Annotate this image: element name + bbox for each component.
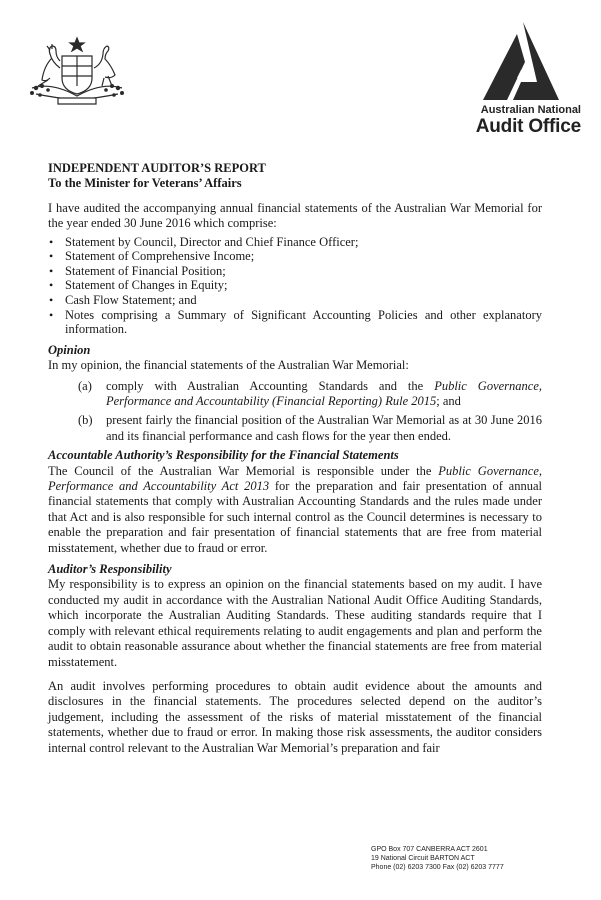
report-addressee: To the Minister for Veterans’ Affairs	[48, 176, 242, 191]
address-line: 19 National Circuit BARTON ACT	[371, 855, 475, 862]
auditor-paragraph-1: My responsibility is to express an opinion on the financial statements based on my audit. I have conducted my audit in accordance with the Australian National Audit Office Auditing Standards, which incorporate the Australian Auditing Standards. These auditing standards require that I comply with relevant ethical requirements relating to audit engagements and plan and perform the audit to obtain reasonable assurance about whether the financial statements are free from material misstatement.	[48, 577, 542, 669]
intro-paragraph: I have audited the accompanying annual financial statements of the Australian War Memorial for the year ended 30 June 2016 which comprise:	[48, 200, 542, 231]
item-marker: (b)	[78, 413, 93, 428]
anao-name-line2: Audit Office	[475, 116, 581, 137]
opinion-list	[70, 379, 542, 445]
statements-list	[48, 235, 542, 337]
commonwealth-coat-of-arms-icon	[22, 36, 132, 112]
anao-triangle-logo-icon	[477, 20, 561, 106]
authority-heading: Accountable Authority’s Responsibility for the Financial Statements	[48, 448, 399, 463]
opinion-heading: Opinion	[48, 342, 91, 357]
auditor-paragraph-2: An audit involves performing procedures to obtain audit evidence about the amounts and disclosures in the financial statements. The procedures selected depend on the auditor’s judgement, including the assessment of the risks of material misstatement of the financial statements, whether due to fraud or error. In making those risk assessments, the auditor considers internal control relevant to the Australian War Memorial’s preparation and fair	[48, 678, 542, 755]
bullet-icon: •	[49, 249, 54, 264]
list-item: • Statement of Financial Position;	[49, 263, 226, 278]
report-body	[48, 161, 542, 756]
phone-fax-line: Phone (02) 6203 7300 Fax (02) 6203 7777	[371, 864, 504, 871]
anao-name-line1: Australian National	[480, 104, 581, 116]
bullet-icon: •	[49, 307, 54, 322]
opinion-intro: In my opinion, the financial statements of the Australian War Memorial:	[48, 358, 409, 373]
address-line: GPO Box 707 CANBERRA ACT 2601	[371, 846, 488, 853]
list-item: • Statement by Council, Director and Chief Finance Officer;	[49, 234, 359, 249]
bullet-icon: •	[49, 263, 54, 278]
list-item: • Statement of Comprehensive Income;	[49, 249, 255, 264]
auditor-heading: Auditor’s Responsibility	[48, 562, 172, 577]
bullet-icon: •	[49, 234, 54, 249]
bullet-icon: •	[49, 278, 54, 293]
anao-logo	[455, 20, 581, 140]
list-item: • Cash Flow Statement; and	[49, 293, 197, 307]
opinion-item-b: (b) present fairly the financial position of the Australian War Memorial as at 30 June 2016 and its financial performance and cash flows for the year then ended.	[78, 413, 542, 443]
bullet-icon: •	[49, 293, 54, 307]
list-item: • Notes comprising a Summary of Significant Accounting Policies and other explanatory information.	[49, 307, 542, 337]
item-marker: (a)	[78, 378, 92, 393]
opinion-item-a: (a) comply with Australian Accounting Standards and the Public Governance, Performance and Accountability (Financial Reporting) Rule 2015; and	[78, 378, 543, 408]
office-address	[371, 845, 571, 872]
list-item: • Statement of Changes in Equity;	[49, 278, 228, 293]
authority-paragraph: The Council of the Australian War Memorial is responsible under the Public Governance, Performance and Accountability Act 2013 for the preparation and fair presentation of annual financial statements that comply with Australian Accounting Standards and the rules made under that Act and is also responsible for such internal control as the Council determines is necessary to enable the preparation and fair presentation of financial statements that are free from material misstatement, whether due to fraud or error.	[48, 463, 542, 555]
report-title: INDEPENDENT AUDITOR’S REPORT	[48, 161, 266, 175]
